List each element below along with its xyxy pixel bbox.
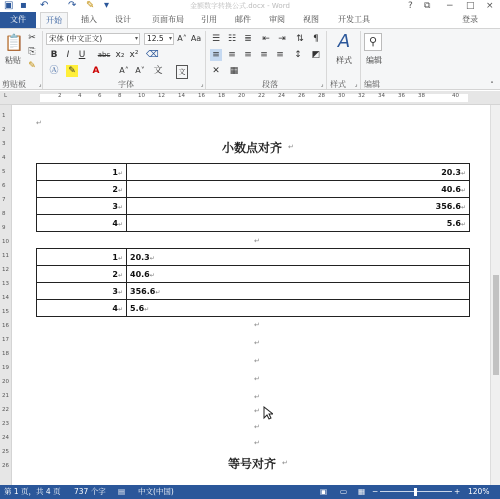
table-cell-value[interactable]: 356.6↵ [127,283,470,300]
subscript-button[interactable]: x₂ [115,50,125,60]
align-left-icon[interactable]: ≡ [210,49,222,61]
table-cell-index[interactable]: 3↵ [37,198,127,215]
ruler-tick: 26 [298,93,305,99]
tab-file[interactable]: 文件 [0,12,36,28]
group-label-font: 字体 [118,80,134,89]
distributed-icon[interactable]: ≡ [276,50,284,60]
chevron-down-icon: ▾ [168,35,172,42]
ruler-tick: 16 [2,323,9,329]
ruler-tick: 21 [2,393,9,399]
ruler-tick: 26 [2,463,9,469]
grow-font-icon[interactable]: A˄ [177,34,187,43]
help-button[interactable]: ? [408,1,413,11]
maximize-button[interactable]: □ [466,1,475,11]
heading-equal-align: 等号对齐 [228,457,277,471]
align-right-icon[interactable]: ≡ [244,50,252,60]
table-cell-index[interactable]: 4↵ [37,215,127,232]
ruler-tick: 9 [2,225,6,231]
paragraph-mark: ↵ [254,393,260,401]
zoom-level[interactable]: 120% [468,487,490,496]
table-cell-index[interactable]: 4↵ [37,300,127,317]
paragraph-mark: ↵ [36,119,42,127]
font-name-combo[interactable] [46,33,140,45]
tab-page-layout[interactable]: 页面布局 [152,15,184,24]
zoom-out-button[interactable]: − [372,487,379,496]
justify-icon[interactable]: ≡ [260,50,268,60]
ruler-tick: 30 [338,93,345,99]
paragraph-mark: ↵ [254,423,260,431]
strikethrough-button[interactable]: abc [97,51,111,59]
table-decimal-left[interactable] [36,248,470,317]
ruler-tick: 2 [58,93,62,99]
superscript-button[interactable]: x² [129,50,139,60]
ruler-tick: 23 [2,421,9,427]
font-size-value: 12.5 [147,34,164,43]
table-cell-value[interactable]: 20.3↵ [127,249,470,266]
ruler-tick: 14 [178,93,185,99]
line-spacing-icon[interactable]: ↕ [294,50,302,60]
customize-qa-icon[interactable]: ▾ [104,0,110,11]
find-icon[interactable]: ⚲ [364,33,382,51]
styles-icon[interactable]: A [337,31,351,52]
ruler-tick: 5 [2,169,6,175]
ruler-tick: 22 [2,407,9,413]
ruler-tick: 25 [2,449,9,455]
ruler-tick: 8 [2,211,6,217]
table-cell-value[interactable]: 356.6↵ [127,198,470,215]
shrink-font-button[interactable]: A˅ [135,66,145,75]
paragraph-mark: ↵ [254,237,260,245]
group-label-editing: 编辑 [364,80,380,89]
tab-selector[interactable]: L [4,93,8,99]
tab-mailings[interactable]: 邮件 [235,15,251,24]
font-size-combo[interactable] [144,33,174,45]
paragraph-mark: ↵ [254,407,260,415]
ruler-tick: 2 [2,127,6,133]
ruler-tick: 18 [218,93,225,99]
divider [42,31,43,89]
ruler-tick: 34 [378,93,385,99]
cut-icon[interactable]: ✂ [28,33,36,43]
web-layout-icon[interactable]: ▦ [358,487,366,496]
table-row [37,198,470,215]
table-cell-value[interactable]: 20.3↵ [127,164,470,181]
group-label-styles: 样式 [330,80,346,89]
ruler-tick: 4 [2,155,6,161]
vertical-scrollbar[interactable] [490,105,500,485]
ruler-tick: 20 [238,93,245,99]
paragraph-launcher-icon[interactable]: ⌟ [320,81,324,88]
ruler-tick: 40 [452,93,459,99]
horizontal-ruler[interactable] [0,91,500,105]
ruler-tick: 3 [2,141,6,147]
ruler-tick: 22 [258,93,265,99]
ruler-tick: 17 [2,337,9,343]
tab-review[interactable]: 审阅 [269,15,285,24]
tab-home[interactable]: 开始 [40,12,68,29]
chinese-layout-icon[interactable]: ✕ [212,66,220,76]
redo-icon[interactable]: ↷ [68,0,77,11]
mouse-pointer-icon [263,406,273,420]
ruler-tick: 10 [2,239,9,245]
font-color-button[interactable]: A [92,66,100,76]
status-bar [0,485,500,499]
styles-launcher-icon[interactable]: ⌟ [354,81,358,88]
styles-button[interactable]: 样式 [336,56,352,65]
title-bar [0,0,500,12]
table-cell-index[interactable]: 1↵ [37,164,127,181]
format-painter-qa-icon[interactable]: ✎ [86,0,95,11]
table-row [37,181,470,198]
multilevel-list-icon[interactable]: ≣ [244,34,252,44]
divider [205,31,206,89]
copy-icon[interactable]: ⎘ [28,47,36,57]
undo-icon[interactable]: ↶ [40,0,49,11]
ruler-tick: 38 [418,93,425,99]
clear-format-icon[interactable]: ⌫ [146,50,159,60]
login-link[interactable]: 登录 [462,15,478,24]
show-marks-icon[interactable]: ¶ [313,34,319,44]
ruler-tick: 1 [2,113,6,119]
table-row [37,266,470,283]
tab-references[interactable]: 引用 [201,15,217,24]
save-icon[interactable]: ▪ [20,0,27,11]
align-center-icon[interactable]: ≡ [228,50,236,60]
table-cell-index[interactable]: 2↵ [37,181,127,198]
ruler-tick: 24 [2,435,9,441]
ruler-tick: 12 [2,267,9,273]
tab-design[interactable]: 设计 [115,15,131,24]
italic-button[interactable]: I [66,50,70,60]
paragraph-mark: ↵ [254,357,260,365]
chevron-down-icon: ▾ [134,35,138,42]
table-cell-value[interactable]: 40.6↵ [127,266,470,283]
shading-icon[interactable]: ◩ [311,50,321,60]
font-name-value: 宋体 (中文正文) [49,34,103,43]
ruler-tick: 13 [2,281,9,287]
ruler-tick: 19 [2,365,9,371]
table-row [37,283,470,300]
ruler-tick: 20 [2,379,9,385]
clipboard-launcher-icon[interactable]: ⌟ [38,81,42,88]
format-painter-icon[interactable]: ✎ [28,61,36,71]
ruler-tick: 36 [398,93,405,99]
pinyin-guide-button[interactable]: 文 [153,66,163,76]
increase-indent-icon[interactable]: ⇥ [278,34,286,44]
table-cell-index[interactable]: 3↵ [37,283,127,300]
ruler-tick: 10 [138,93,145,99]
table-cell-index[interactable]: 2↵ [37,266,127,283]
table-row [37,249,470,266]
heading-decimal-align: 小数点对齐 [222,141,283,155]
document-page[interactable] [12,105,490,485]
borders-icon[interactable]: ▦ [229,66,239,76]
group-label-clipboard: 剪贴板 [2,80,26,89]
minimize-button[interactable]: − [446,1,454,11]
underline-button[interactable]: U [78,50,86,60]
paragraph-mark: ↵ [254,375,260,383]
ribbon-tabs [0,12,500,28]
close-button[interactable]: × [486,1,494,11]
tab-view[interactable]: 视图 [303,15,319,24]
table-row [37,215,470,232]
font-launcher-icon[interactable]: ⌟ [200,81,204,88]
paragraph-mark: ↵ [282,459,288,467]
word-count[interactable]: 737 个字 [74,487,106,496]
bullets-icon[interactable]: ☰ [211,34,221,44]
ruler-tick: 4 [78,93,82,99]
vertical-ruler[interactable] [0,105,12,485]
paste-button[interactable]: 粘贴 [5,56,21,65]
document-title: 金额数字转换公式.docx - Word [190,2,290,10]
scrollbar-thumb[interactable] [493,275,499,375]
table-row [37,300,470,317]
ruler-tick: 24 [278,93,285,99]
read-mode-icon[interactable]: ▣ [320,487,328,496]
ruler-tick: 15 [2,309,9,315]
page-count[interactable]: 第 1 页，共 4 页 [4,487,61,496]
zoom-slider-thumb[interactable] [414,488,417,496]
numbering-icon[interactable]: ☷ [227,34,237,44]
print-layout-icon[interactable]: ▭ [340,487,348,496]
paragraph-mark: ↵ [288,143,294,151]
ribbon-display-button[interactable]: ⧉ [424,1,431,11]
grow-font-button[interactable]: A˄ [119,66,129,75]
ribbon [0,28,500,90]
table-decimal-right[interactable] [36,163,470,232]
table-cell-value[interactable]: 40.6↵ [127,181,470,198]
ruler-tick: 11 [2,253,9,259]
paragraph-mark: ↵ [254,439,260,447]
ruler-tick: 16 [198,93,205,99]
collapse-ribbon-icon[interactable]: ˄ [490,81,494,89]
proofing-icon[interactable]: ▤ [118,487,126,496]
ruler-tick: 14 [2,295,9,301]
highlight-icon[interactable]: ✎ [66,65,78,77]
ruler-tick: 8 [118,93,122,99]
tab-insert[interactable]: 插入 [81,15,97,24]
ruler-tick: 7 [2,197,6,203]
group-label-paragraph: 段落 [262,80,278,89]
table-cell-value[interactable]: 5.6↵ [127,300,470,317]
zoom-in-button[interactable]: + [454,487,461,496]
ruler-tick: 6 [2,183,6,189]
text-effects-icon[interactable]: Ⓐ [49,66,59,76]
bold-button[interactable]: B [50,50,58,60]
ruler-tick: 12 [158,93,165,99]
paragraph-mark: ↵ [254,321,260,329]
table-cell-value[interactable]: 5.6↵ [127,215,470,232]
divider [326,31,327,89]
tab-developer[interactable]: 开发工具 [338,15,370,24]
editing-button[interactable]: 编辑 [366,56,382,65]
ruler-tick: 28 [318,93,325,99]
paragraph-mark: ↵ [254,339,260,347]
ruler-tick: 6 [98,93,102,99]
table-cell-index[interactable]: 1↵ [37,249,127,266]
sort-icon[interactable]: ⇅ [296,34,304,44]
ruler-tick: 18 [2,351,9,357]
change-case-icon[interactable]: Aa [190,34,202,43]
word-logo-icon: ▣ [4,0,14,11]
language-indicator[interactable]: 中文(中国) [138,487,174,496]
table-row [37,164,470,181]
ruler-tick: 32 [358,93,365,99]
enclose-char-button[interactable]: 文 [176,65,188,79]
divider [360,31,361,89]
paste-icon[interactable]: 📋 [4,33,24,52]
decrease-indent-icon[interactable]: ⇤ [262,34,270,44]
